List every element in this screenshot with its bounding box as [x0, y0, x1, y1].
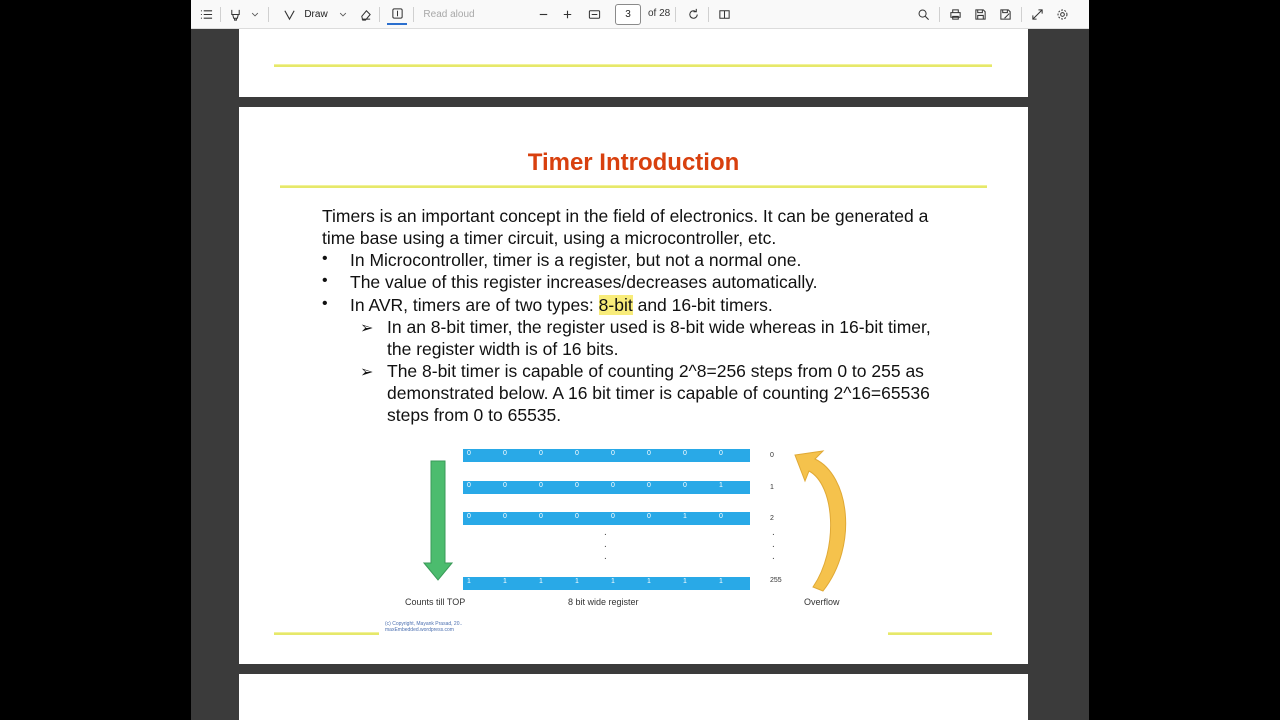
bit-cell: 0 — [719, 450, 723, 457]
pdf-page-previous — [239, 29, 1028, 97]
sub-bullet-2-line-2: demonstrated below. A 16 bit timer is capable of counting 2^16=65536 — [387, 383, 930, 403]
zoom-out-icon[interactable] — [536, 4, 550, 25]
toolbar-divider — [939, 7, 940, 22]
bit-cell: 0 — [647, 513, 651, 520]
page-view-icon[interactable] — [716, 4, 732, 25]
intro-line-2: time base using a timer circuit, using a microcontroller, etc. — [322, 228, 777, 248]
ellipsis-dot: . — [604, 551, 607, 562]
bit-cell: 0 — [719, 513, 723, 520]
overflow-curved-arrow — [793, 445, 855, 593]
ellipsis-dot: . — [604, 539, 607, 550]
settings-gear-icon[interactable] — [1054, 4, 1070, 25]
ellipsis-dot: . — [604, 527, 607, 538]
yellow-rule — [274, 64, 992, 67]
bit-cell: 1 — [683, 513, 687, 520]
page-count: of 28 — [648, 8, 671, 19]
bit-cell: 0 — [575, 482, 579, 489]
highlighted-text[interactable]: 8-bit — [598, 295, 633, 315]
footer-yellow-rule — [274, 632, 379, 635]
bullet-3-suffix: and 16-bit timers. — [632, 295, 773, 315]
register-row-0 — [463, 449, 750, 462]
bullet-3-prefix: In AVR, timers are of two types: — [350, 295, 599, 315]
draw-icon[interactable] — [281, 4, 297, 25]
text-select-icon[interactable] — [387, 4, 407, 25]
bit-cell: 0 — [503, 482, 507, 489]
bit-cell: 1 — [719, 482, 723, 489]
fullscreen-icon[interactable] — [1029, 4, 1045, 25]
bit-cell: 0 — [467, 450, 471, 457]
bit-cell: 1 — [575, 578, 579, 585]
bit-cell: 0 — [575, 450, 579, 457]
register-value: 0 — [770, 452, 774, 459]
bit-cell: 0 — [611, 513, 615, 520]
footer-yellow-rule — [888, 632, 992, 635]
bullet-3-text — [350, 294, 773, 317]
bit-cell: 0 — [683, 482, 687, 489]
bit-cell: 1 — [539, 578, 543, 585]
bit-cell: 0 — [539, 513, 543, 520]
bit-cell: 0 — [467, 513, 471, 520]
ellipsis-dot: . — [772, 551, 775, 562]
zoom-in-icon[interactable] — [560, 4, 574, 25]
intro-line-1: Timers is an important concept in the field of electronics. It can be generated a — [322, 206, 929, 226]
sub-bullet-1-line-1: In an 8-bit timer, the register used is 8-bit wide whereas in 16-bit timer, — [387, 317, 931, 337]
chevron-down-icon[interactable] — [250, 4, 260, 25]
counts-till-top-label: Counts till TOP — [405, 597, 466, 607]
pdf-page-next — [239, 674, 1028, 720]
bit-cell: 0 — [503, 513, 507, 520]
read-aloud-button[interactable]: Read aloud — [423, 9, 475, 20]
print-icon[interactable] — [947, 4, 963, 25]
toolbar-divider — [708, 7, 709, 22]
chevron-down-icon[interactable] — [338, 4, 348, 25]
toolbar-divider — [1021, 7, 1022, 22]
bullet-marker: • — [322, 272, 328, 289]
toolbar-divider — [413, 7, 414, 22]
counts-down-arrow — [423, 459, 453, 583]
bit-cell: 1 — [611, 578, 615, 585]
eraser-icon[interactable] — [357, 4, 373, 25]
sub-bullet-2-line-1: The 8-bit timer is capable of counting 2^8=256 steps from 0 to 255 as — [387, 361, 924, 381]
slide-title: Timer Introduction — [527, 149, 740, 176]
bit-cell: 0 — [539, 482, 543, 489]
highlight-icon[interactable] — [227, 4, 243, 25]
toolbar-divider — [675, 7, 676, 22]
bit-cell: 0 — [467, 482, 471, 489]
ellipsis-dot: . — [772, 527, 775, 538]
bit-cell: 1 — [719, 578, 723, 585]
viewer-toolbar — [191, 0, 1089, 29]
contents-icon[interactable] — [197, 4, 215, 25]
bit-cell: 0 — [539, 450, 543, 457]
overflow-label: Overflow — [804, 597, 840, 607]
copyright-line-1: (c) Copyright, Mayank Prasad, 20.. — [385, 621, 463, 627]
bullet-marker: • — [322, 295, 328, 312]
bit-cell: 1 — [683, 578, 687, 585]
arrow-bullet-marker: ➢ — [360, 364, 374, 381]
arrow-bullet-marker: ➢ — [360, 320, 374, 337]
save-as-icon[interactable] — [997, 4, 1013, 25]
toolbar-divider — [220, 7, 221, 22]
register-value: 255 — [770, 577, 782, 584]
draw-button[interactable]: Draw — [304, 9, 328, 20]
register-value: 2 — [770, 515, 774, 522]
ellipsis-dot: . — [772, 539, 775, 550]
bit-cell: 0 — [647, 482, 651, 489]
bit-cell: 0 — [611, 450, 615, 457]
bit-cell: 1 — [467, 578, 471, 585]
register-row-255 — [463, 577, 750, 590]
sub-bullet-2-line-3: steps from 0 to 65535. — [387, 405, 562, 425]
bit-cell: 1 — [503, 578, 507, 585]
search-icon[interactable] — [915, 4, 931, 25]
title-underline — [280, 185, 987, 188]
rotate-icon[interactable] — [685, 4, 701, 25]
pdf-viewer — [191, 0, 1089, 720]
register-row-1 — [463, 481, 750, 494]
register-width-label: 8 bit wide register — [568, 597, 639, 607]
toolbar-divider — [268, 7, 269, 22]
pdf-page-current — [239, 107, 1028, 664]
register-value: 1 — [770, 484, 774, 491]
toolbar-divider — [379, 7, 380, 22]
bit-cell: 0 — [503, 450, 507, 457]
register-row-2 — [463, 512, 750, 525]
bullet-1-text: In Microcontroller, timer is a register, but not a normal one. — [350, 250, 802, 270]
fit-page-icon[interactable] — [586, 4, 602, 25]
page-number-input[interactable]: 3 — [615, 4, 641, 25]
save-icon[interactable] — [972, 4, 988, 25]
bullet-marker: • — [322, 250, 328, 267]
bit-cell: 0 — [647, 450, 651, 457]
bit-cell: 0 — [611, 482, 615, 489]
sub-bullet-1-line-2: the register width is of 16 bits. — [387, 339, 619, 359]
bit-cell: 1 — [647, 578, 651, 585]
bullet-2-text: The value of this register increases/decreases automatically. — [350, 272, 818, 292]
bit-cell: 0 — [683, 450, 687, 457]
bit-cell: 0 — [575, 513, 579, 520]
copyright-line-2: maxEmbedded.wordpress.com — [385, 627, 454, 633]
